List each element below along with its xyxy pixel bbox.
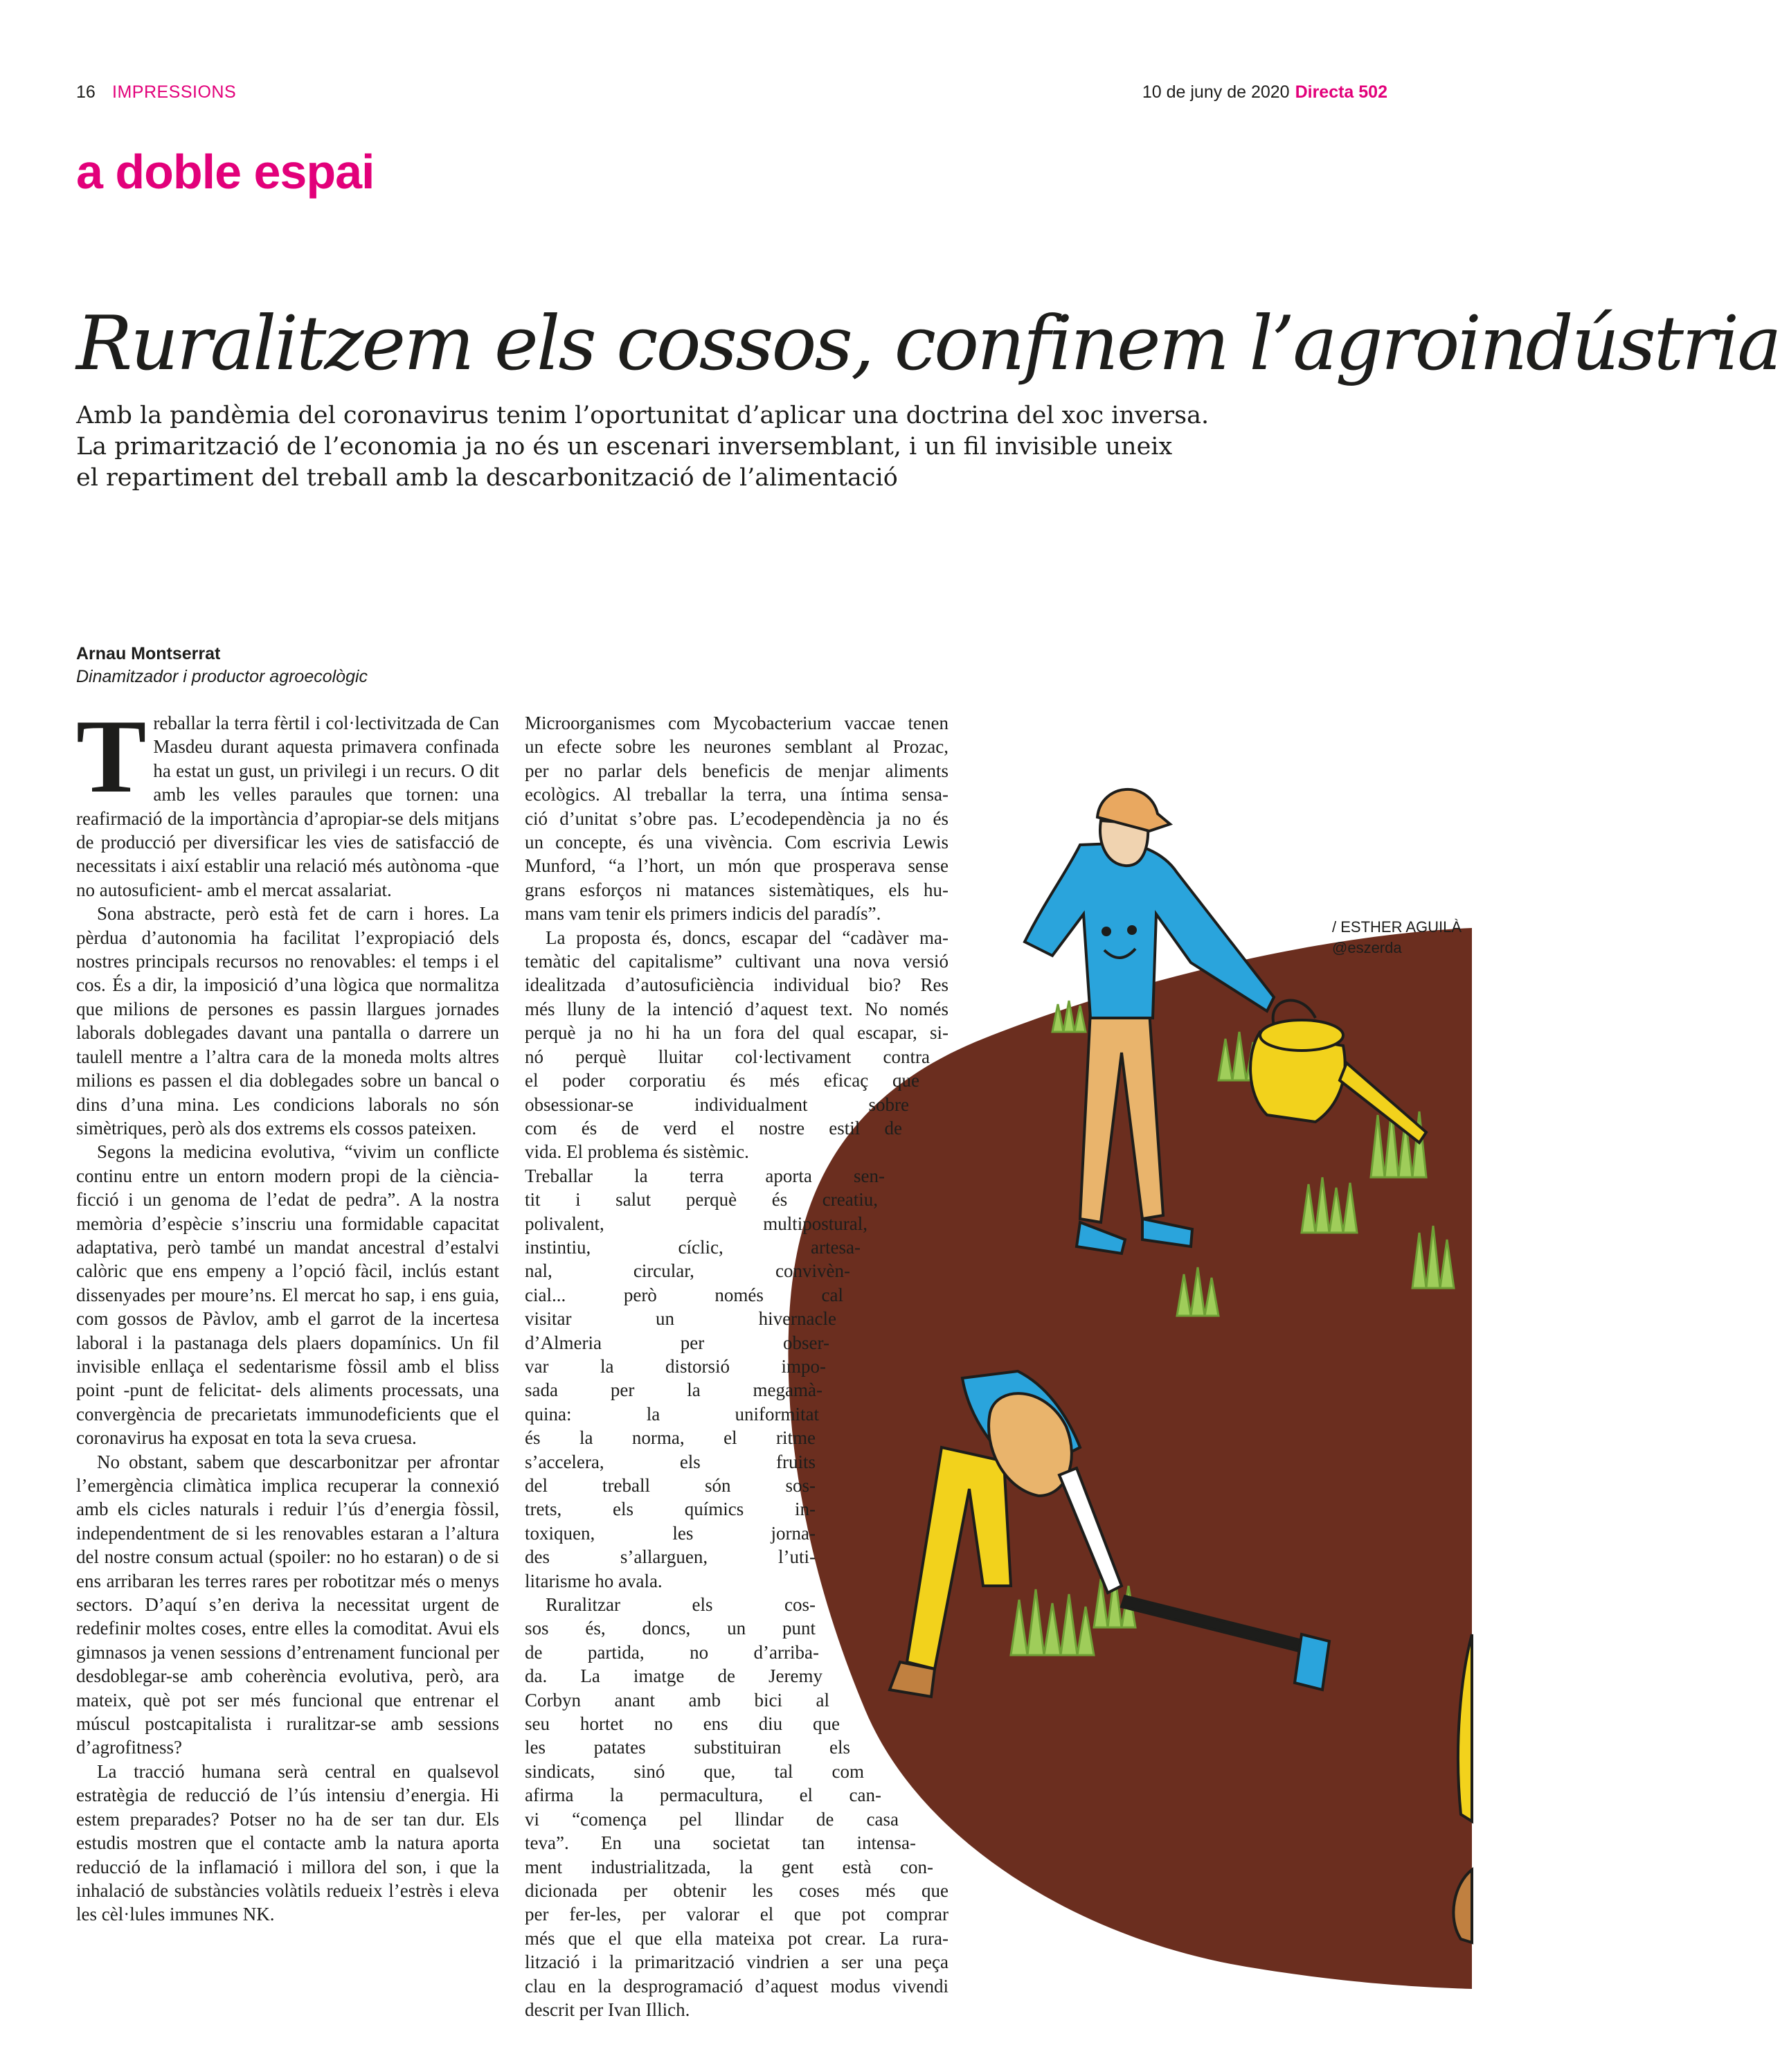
body-line: per no parlar dels beneficis de menjar aliments: [525, 760, 949, 781]
body-paragraph: No obstant, sabem que descarbonitzar per afrontar l’emergència climàtica implica recuperar la connexió amb els cicles naturals i reduir l’ús d’energia fòssil, independentment de si les renovables estaran a l’altura del nostre consum actual (spoiler: no ho estaran) o de si ens arribaran les terres rares per robotitzar més o menys sectors. D’aquí s’en deriva la necessitat urgent de redefinir moltes coses, entre elles la comoditat. Avui els gimnasos ja venen sessions d’entrenament funcional per desdoblegar-se amb coherència evolutiva, però, ara mateix, què pot ser més funcional que entrenar el múscul postcapitalista i ruralitzar-se amb sessions d’agrofitness?: [76, 1451, 499, 1758]
body-line: instintiu, cíclic, artesa-: [525, 1236, 861, 1258]
standfirst-line: La primarització de l’economia ja no és un escenari inversemblant, i un fil invisible uneix: [76, 433, 1173, 461]
body-line: temàtic del capitalisme” cultivant una nova versió: [525, 951, 949, 972]
section-label: IMPRESSIONS: [112, 82, 237, 102]
body-line: un efecte sobre les neurones semblant al Prozac,: [525, 736, 949, 758]
body-line: grans esforços ni matances sistemàtiques, els hu-: [525, 879, 949, 900]
body-paragraph: Segons la medicina evolutiva, “vivim un conflicte continu entre un entorn modern propi de la ciència-ficció i un genoma de l’edat de pedra”. A la nostra memòria d’espècie s’inscriu una formidable capacitat adaptativa, però també un mandat ancestral d’estalvi calòric que ens empeny a l’opció fàcil, inclús estant dissenyades per moure’ns. El mercat ho sap, i ens guia, com gossos de Pàvlov, amb el garrot de la incertesa laboral i la pastanaga dels plaers dopamínics. Un fil invisible enllaça el sedentarisme fòssil amb el bliss point -punt de felicitat- dels aliments processats, una convergència de precarietats immunodeficients que el coronavirus ha exposat en tota la seva cruesa.: [76, 1141, 499, 1449]
body-line: del treball són sos-: [525, 1475, 816, 1496]
body-line: més lluny de la intenció d’aquest text. No només: [525, 998, 949, 1019]
body-line: Ruralitzar els cos-: [546, 1594, 816, 1616]
body-line: polivalent, multipostural,: [525, 1213, 867, 1234]
kicker: a doble espai: [76, 145, 375, 199]
body-line: perquè ja no hi ha un fora del qual escapar, si-: [525, 1022, 949, 1044]
body-line: és la norma, el ritme: [525, 1427, 816, 1449]
body-line: tit i salut perquè és creatiu,: [525, 1189, 878, 1211]
body-column-2: [525, 711, 949, 2021]
author-role: Dinamitzador i productor agroecològic: [76, 667, 368, 686]
body-line: sindicats, sinó que, tal com: [525, 1760, 864, 1782]
body-paragraph: reballar la terra fèrtil i col·lectivitzada de Can Masdeu durant aquesta primavera confinada ha estat un gust, un privilegi i un recurs. O dit amb les velles paraules que tornen: una reafirmació de la importància d’apropiar-se dels mitjans de producció per diversificar les vies de satisfacció de necessitats i així establir una relació més autònoma -que no autosuficient- amb el mercat assalariat.: [76, 713, 499, 900]
author-name: Arnau Montserrat: [76, 644, 221, 663]
illustration-credit: [1332, 917, 1462, 958]
body-line: més que el que ella mateixa pot crear. La rura-: [525, 1927, 949, 1949]
body-line: vida. El problema és sistèmic.: [525, 1141, 749, 1163]
body-line: quina: la uniformitat: [525, 1403, 819, 1424]
body-line: vi “comença pel llindar de casa: [525, 1808, 899, 1830]
body-line: visitar un hivernacle: [525, 1308, 836, 1330]
body-line: obsessionar-se individualment sobre: [525, 1093, 909, 1115]
body-line: com és de verd el nostre estil de: [525, 1117, 902, 1138]
publication-name: Directa 502: [1295, 82, 1387, 102]
body-line: les patates substituiran els: [525, 1737, 850, 1758]
body-line: s’accelera, els fruits: [525, 1451, 816, 1472]
issue-date: [1142, 82, 1387, 102]
body-line: d’Almeria per obser-: [525, 1332, 829, 1353]
body-line: toxiquen, les jorna-: [525, 1522, 816, 1544]
body-line: de partida, no d’arriba-: [525, 1641, 819, 1663]
body-line: lització i la primarització vindrien a ser una peça: [525, 1952, 949, 1973]
standfirst-line: el repartiment del treball amb la descarbonització de l’alimentació: [76, 464, 898, 492]
body-line: Microorganismes com Mycobacterium vaccae tenen: [525, 713, 949, 733]
body-line: un concepte, és una vivència. Com escrivia Lewis: [525, 832, 949, 853]
person-shirt: [1025, 843, 1274, 1018]
body-column-1: [76, 698, 499, 1927]
body-line: trets, els químics in-: [525, 1499, 816, 1520]
body-line: da. La imatge de Jeremy: [525, 1665, 822, 1687]
body-line: afirma la permacultura, el can-: [525, 1785, 881, 1806]
body-line: idealitzada d’autosuficiència individual bio? Res: [525, 974, 949, 996]
body-line: nó perquè lluitar col·lectivament contra: [525, 1046, 930, 1067]
body-line: el poder corporatiu és més eficaç que: [525, 1070, 919, 1091]
body-line: ció d’unitat s’obre pas. L’ecodependència ja no és: [525, 807, 949, 829]
headline: Ruralitzem els cossos, confinem l’agroindústria: [76, 301, 1780, 387]
body-line: nal, circular, convivèn-: [525, 1260, 850, 1282]
date-text: 10 de juny de 2020: [1142, 82, 1290, 102]
body-line: per fer-les, per valorar el que pot comprar: [525, 1904, 949, 1925]
body-line: var la distorsió impo-: [525, 1355, 826, 1377]
body-line: litarisme ho avala.: [525, 1570, 663, 1591]
page-header: [0, 0, 1472, 125]
body-paragraph: Sona abstracte, però està fet de carn i hores. La pèrdua d’autonomia ha facilitat l’expropiació dels nostres principals recursos no renovables: el temps i el cos. És a dir, la imposició d’una lògica que normalitza que milions de persones es passin llargues jornades laborals doblegades davant una pantalla o darrere un taulell mentre a l’altra cara de la moneda molts altres milions es passen el dia doblegades sobre un bancal o dins d’una mina. Les condicions laborals no són simètriques, però als dos extrems els cossos pateixen.: [76, 903, 499, 1138]
body-line: clau en la desprogramació d’aquest modus vivendi: [525, 1975, 949, 1997]
body-line: Treballar la terra aporta sen-: [525, 1165, 885, 1186]
body-line: dicionada per obtenir les coses més que: [525, 1879, 949, 1901]
credit-name: / ESTHER AGUILÀ: [1332, 918, 1462, 936]
body-paragraph: La tracció humana serà central en qualsevol estratègia de reducció de l’ús intensiu d’energia. Hi estem preparades? Potser no ha de ser tan dur. Els estudis mostren que el contacte amb la natura aporta reducció de la inflamació i millora del son, i que la inhalació de substàncies volàtils redueix l’estrès i eleva les cèl·lules immunes NK.: [76, 1760, 499, 1925]
body-line: cial... però només cal: [525, 1284, 843, 1305]
body-line: teva”. En una societat tan intensa-: [525, 1832, 916, 1854]
standfirst-line: Amb la pandèmia del coronavirus tenim l’oportunitat d’aplicar una doctrina del xoc inversa.: [76, 402, 1210, 429]
body-line: La proposta és, doncs, escapar del “cadàver ma-: [546, 927, 949, 948]
body-line: mans vam tenir els primers indicis del paradís”.: [525, 903, 881, 925]
body-line: sos és, doncs, un punt: [525, 1618, 816, 1639]
body-line: des s’allarguen, l’uti-: [525, 1546, 816, 1568]
page-number: 16: [76, 82, 96, 102]
body-line: ecològics. Al treballar la terra, una íntima sensa-: [525, 784, 949, 805]
body-line: descrit per Ivan Illich.: [525, 1999, 690, 2020]
body-line: sada per la megamà-: [525, 1379, 822, 1401]
credit-handle: @eszerda: [1332, 939, 1402, 956]
body-line: seu hortet no ens diu que: [525, 1713, 840, 1735]
standfirst: [76, 400, 1322, 494]
body-line: Corbyn anant amb bici al: [525, 1689, 829, 1711]
body-line: Munford, “a l’hort, un món que prosperava sense: [525, 855, 949, 877]
body-line: ment industrialitzada, la gent està con-: [525, 1856, 933, 1877]
drop-cap: T: [76, 698, 147, 814]
